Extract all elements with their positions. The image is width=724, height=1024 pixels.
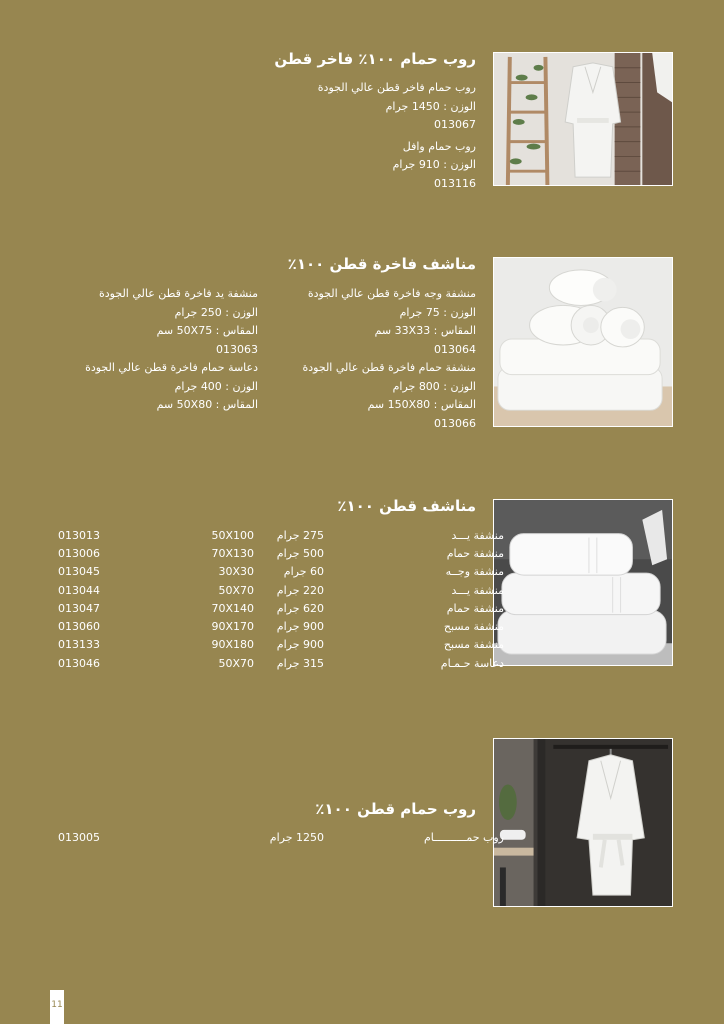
product-weight: الوزن : 800 جرام [392,379,476,393]
product-code: 013013 [58,528,100,542]
section1-title: روب حمام ١٠٠٪ فاخر قطن [274,50,476,68]
section3-title: مناشف قطن ١٠٠٪ [337,497,476,515]
section3-spec-table [58,526,504,672]
product-weight: الوزن : 75 جرام [399,305,476,319]
section2-right-column [303,285,476,433]
section4-title: روب حمام قطن ١٠٠٪ [315,800,476,818]
product-code: 013047 [58,601,100,615]
product-code: 013006 [58,546,100,560]
product-weight: الوزن : 400 جرام [174,379,258,393]
product-code: 013005 [58,830,100,844]
product-name: روب حمام فاخر قطن عالي الجودة [317,81,476,94]
product-name: منشفة يـــد [451,528,504,542]
section4-spec-table [58,828,504,846]
product-weight: 900 جرام [276,638,324,652]
product-weight: الوزن : 1450 جرام [385,99,476,113]
product-code: 013133 [58,638,100,652]
product-code: 013045 [58,565,100,579]
product-weight: 275 جرام [276,528,324,542]
product-weight: 620 جرام [276,601,324,615]
product-name: منشفة حمام فاخرة قطن عالي الجودة [302,361,476,374]
product-size: 70X140 [211,601,254,615]
product-code: 013063 [216,342,258,356]
table-row [58,544,504,562]
product-weight: 315 جرام [276,656,324,670]
table-row [58,828,504,846]
product-code: 013060 [58,620,100,634]
table-row [58,526,504,544]
product-weight: 60 جرام [283,565,324,579]
bathrobe-on-hanger-photo [493,52,673,186]
product-weight: 500 جرام [276,546,324,560]
product-name: منشفة حمام [446,601,504,615]
product-name: منشفة وجــه [445,565,504,579]
product-size: المقاس : 50X80 سم [156,398,258,411]
product-name: منشفة يد فاخرة قطن عالي الجودة [99,287,258,300]
product-name: منشفة حمام [446,546,504,560]
table-row [58,654,504,672]
product-size: 30X30 [218,565,254,579]
product-size: 90X170 [211,620,254,634]
product-size: 50X70 [218,583,254,597]
table-row [58,563,504,581]
product-code: 013046 [58,656,100,670]
table-row [58,636,504,654]
section2-left-column [85,285,258,415]
product-code: 013044 [58,583,100,597]
section2-title: مناشف فاخرة قطن ١٠٠٪ [287,255,476,273]
product-weight: 1250 جرام [269,830,324,844]
table-row [58,581,504,599]
product-name: منشفة وجه فاخرة قطن عالي الجودة [307,287,476,300]
product-code: 013064 [434,342,476,356]
empty-cell [154,828,254,846]
section1-products [318,79,476,193]
page-number: 11 [50,990,64,1024]
product-size: المقاس : 33X33 سم [374,324,476,337]
product-code: 013066 [434,416,476,430]
product-code: 013067 [434,118,476,131]
product-name: روب حمــــــــــام [423,830,504,844]
product-name: روب حمام وافل [402,139,476,153]
product-name: منشفة مسبح [443,638,504,652]
product-size: المقاس : 50X75 سم [156,324,258,337]
product-size: 90X180 [211,638,254,652]
bathrobe-in-closet-photo [493,738,673,907]
rolled-white-towels-photo [493,257,673,427]
table-row [58,599,504,617]
folded-towel-stack-photo [493,499,673,666]
product-name: منشفة مسبح [443,620,504,634]
product-size: 50X100 [211,528,254,542]
product-size: المقاس : 150X80 سم [367,398,476,411]
product-weight: 220 جرام [276,583,324,597]
table-row [58,617,504,635]
product-name: دعاسة حـمـام [440,656,504,670]
product-size: 50X70 [218,656,254,670]
product-weight: 900 جرام [276,620,324,634]
product-weight: الوزن : 910 جرام [392,158,476,171]
product-size: 70X130 [211,546,254,560]
product-name: دعاسة حمام فاخرة قطن عالي الجودة [85,361,258,374]
product-code: 013116 [434,176,476,190]
product-name: منشفة يـــد [451,583,504,597]
product-weight: الوزن : 250 جرام [174,305,258,319]
